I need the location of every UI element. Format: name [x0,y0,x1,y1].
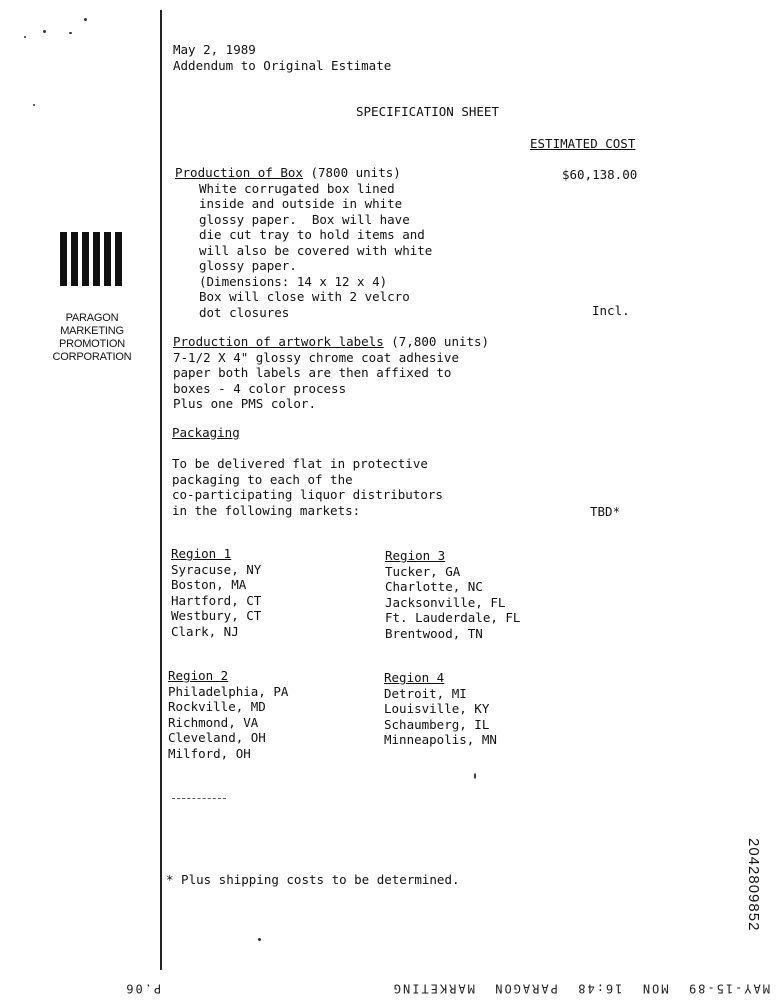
packaging-line: in the following markets: [172,502,361,518]
packaging-section [172,456,443,518]
footnote: * Plus shipping costs to be determined. [166,872,460,887]
region-city: Cleveland, OH [168,730,266,745]
company-line: MARKETING [60,325,124,337]
region-city: Louisville, KY [384,701,490,716]
region-city: Schaumberg, IL [384,716,490,732]
region-name: Region 4 [384,670,445,685]
region-city: Charlotte, NC [385,579,483,594]
region-city: Jacksonville, FL [385,594,506,610]
box-section [175,165,432,320]
packaging-cost: TBD* [590,504,621,519]
box-cost-included: Incl. [592,303,630,318]
labels-units: (7,800 units) [383,334,490,349]
region-city: Rockville, MD [168,699,266,714]
labels-line: paper both labels are then affixed to [173,365,452,380]
company-line: CORPORATION [52,351,132,363]
speck [84,18,87,21]
region-name: Region 3 [385,548,446,563]
region-city: Westbury, CT [171,608,262,623]
fax-footer: MAY-15-89 MON 16:48 PARAGON MARKETING P.06 [124,981,770,996]
document-subtitle: Addendum to Original Estimate [173,57,392,73]
labels-line: boxes - 4 color process [173,380,347,396]
box-line: inside and outside in white [199,196,403,211]
page-title: SPECIFICATION SHEET [356,104,499,119]
region-block [168,668,288,761]
box-line: dot closures [199,304,290,320]
speck [69,32,72,34]
region-name: Region 2 [168,668,229,683]
region-city: Minneapolis, MN [384,732,497,747]
speck [474,773,476,779]
region-block [171,546,261,639]
box-line: will also be covered with white [199,242,433,258]
region-city: Milford, OH [168,745,251,761]
region-city: Tucker, GA [385,563,461,579]
speck [258,938,261,941]
company-name [52,312,132,364]
header-block [173,42,391,73]
box-line: glossy paper. [199,258,297,273]
speck [33,104,35,106]
region-city: Ft. Lauderdale, FL [385,610,521,625]
region-block [385,548,520,641]
labels-line: 7-1/2 X 4" glossy chrome coat adhesive [173,349,459,365]
packaging-line: co-participating liquor distributors [172,487,443,502]
region-city: Clark, NJ [171,623,239,639]
region-name: Region 1 [171,546,232,561]
region-city: Boston, MA [171,577,247,592]
box-units: (7800 units) [302,165,401,180]
margin-rule [160,10,162,970]
box-cost: $60,138.00 [562,167,638,182]
document-date: May 2, 1989 [173,42,256,57]
labels-section [173,334,489,412]
box-line: (Dimensions: 14 x 12 x 4) [199,273,388,289]
box-line: White corrugated box lined [199,180,395,196]
cost-heading: ESTIMATED COST [530,136,636,151]
labels-heading: Production of artwork labels [173,334,384,349]
company-line: PROMOTION [58,338,126,350]
packaging-line: packaging to each of the [172,471,353,487]
box-line: die cut tray to hold items and [199,227,425,242]
box-line: Box will close with 2 velcro [199,289,410,304]
region-city: Philadelphia, PA [168,683,289,699]
speck [24,36,26,38]
document-number: 2042809852 [745,838,762,932]
labels-line: Plus one PMS color. [173,396,316,411]
company-line: PARAGON [65,312,119,324]
speck [43,30,46,33]
region-city: Detroit, MI [384,685,467,701]
box-heading: Production of Box [175,165,303,180]
paragon-logo [60,232,124,286]
region-city: Richmond, VA [168,714,259,730]
region-city: Brentwood, TN [385,625,483,641]
scan-mark [172,798,226,799]
region-city: Hartford, CT [171,592,262,608]
region-block [384,670,497,748]
packaging-heading: Packaging [172,425,240,440]
packaging-line: To be delivered flat in protective [172,456,428,471]
box-line: glossy paper. Box will have [199,211,410,227]
region-city: Syracuse, NY [171,561,262,577]
